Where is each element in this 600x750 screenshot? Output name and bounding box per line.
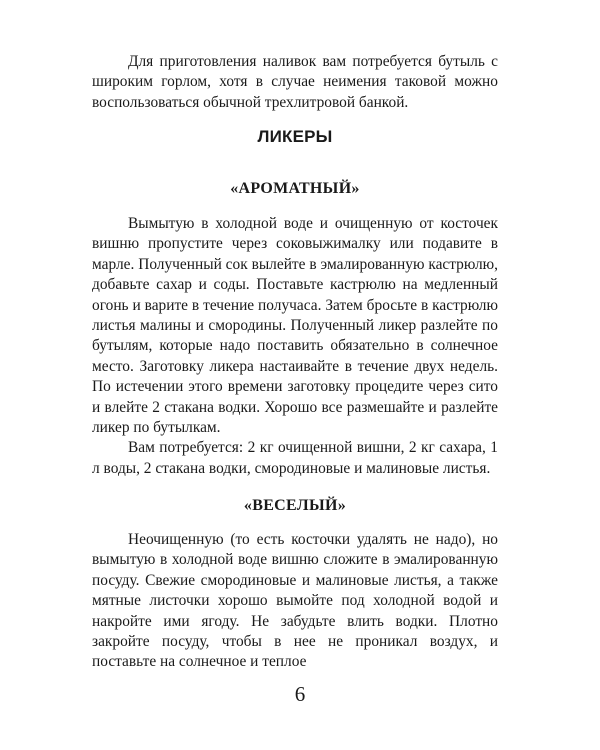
intro-paragraph: Для приготовления наливок вам потребуется бутыль с широким горлом, хотя в случае неимения таковой можно воспользоваться обычной трехлитровой банкой.: [92, 53, 498, 111]
recipe-paragraph: Вымытую в холодной воде и очищенную от косточек вишню пропустите через соковыжималку или подавите в марле. Полученный сок вылейте в эмалированную кастрюлю, добавьте сахар и соды. Поставьте кастрюлю на медленный огонь и варите в течение получаса. Затем бросьте в кастрюлю листья малины и смородины. Полученный ликер разлейте по бутылям, которые надо поставить обязательно в солнечное место. Заготовку ликера настаивайте в течение двух недель. По истечении этого времени заготовку процедите через сито и влейте 2 стакана водки. Хорошо все размешайте и разлейте ликер по бутылкам.: [92, 215, 498, 437]
recipe-title-aromatny: «АРОМАТНЫЙ»: [230, 180, 360, 197]
ingredients-paragraph: Вам потребуется: 2 кг очищенной вишни, 2 кг сахара, 1 л воды, 2 стакана водки, смородиновые и малиновые листья.: [92, 439, 498, 477]
section-heading: ЛИКЕРЫ: [257, 127, 333, 146]
recipe-paragraph: Неочищенную (то есть косточки удалять не надо), но вымытую в холодной воде вишню сложите в эмалированную посуду. Свежие смородиновые и малиновые листья, а также мятные листочки хорошо вымойте под холодной водой и накройте ими ягоду. Не забудьте влить водки. Плотно закройте посуду, чтобы в нее не проникал воздух, и поставьте на солнечное и теплое: [92, 531, 498, 671]
recipe-title-vesely: «ВЕСЕЛЫЙ»: [243, 497, 347, 514]
recipe-body-vesely: [92, 530, 498, 673]
page-number: 6: [294, 682, 306, 706]
intro-text-block: [92, 52, 498, 113]
recipe-body-aromatny: [92, 214, 498, 479]
